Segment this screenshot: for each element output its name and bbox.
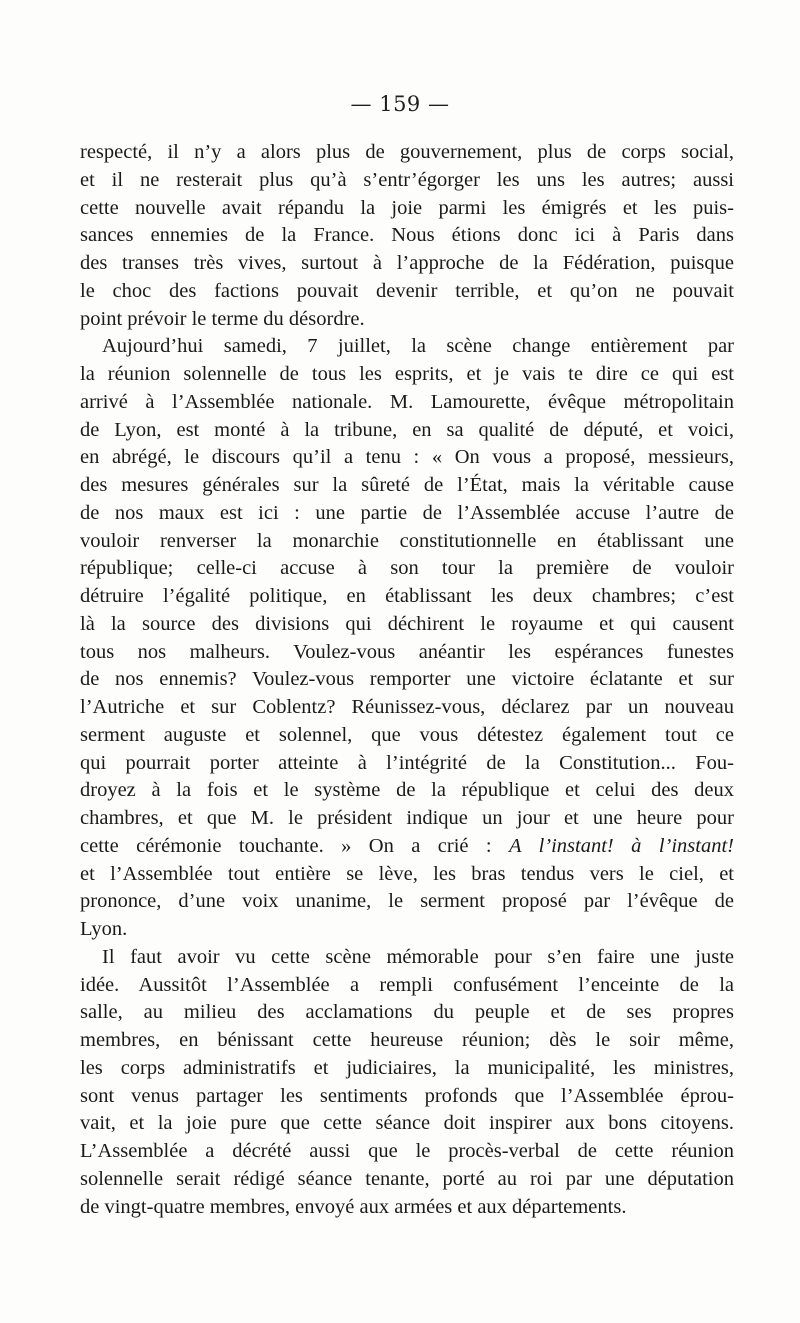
text-line: les corps administratifs et judiciaires, la municipalité, les ministres, xyxy=(80,1056,734,1079)
text-line: sances ennemies de la France. Nous étions donc ici à Paris dans xyxy=(80,224,734,247)
text-line: sont venus partager les sentiments profonds que l’Assemblée éprou- xyxy=(80,1084,734,1107)
text-line: vouloir renverser la monarchie constitutionnelle en établissant une xyxy=(80,529,734,552)
text-line: de nos ennemis? Voulez-vous remporter une victoire éclatante et sur xyxy=(80,668,734,691)
text-line: Lyon. xyxy=(80,918,128,940)
text-line: membres, en bénissant cette heureuse réunion; dès le soir même, xyxy=(80,1029,734,1051)
text-line: solennelle serait rédigé séance tenante, porté au roi par une députation xyxy=(80,1167,734,1190)
text-line: des transes très vives, surtout à l’approche de la Fédération, puisque xyxy=(80,252,734,274)
text-line: point prévoir le terme du désordre. xyxy=(80,307,365,330)
text-line: de vingt-quatre membres, envoyé aux armées et aux départements. xyxy=(80,1195,627,1218)
text-line: la réunion solennelle de tous les esprits, et je vais te dire ce qui est xyxy=(80,363,734,385)
paragraph-p3 xyxy=(80,944,734,1222)
text-line: serment auguste et solennel, que vous détestez également tout ce xyxy=(80,723,734,746)
text-line: cette cérémonie touchante. » On a crié : A l’instant! à l’instant! xyxy=(80,834,734,857)
text-line: vait, et la joie pure que cette séance doit inspirer aux bons citoyens. xyxy=(80,1112,734,1135)
text-line: qui pourrait porter atteinte à l’intégrité de la Constitution... Fou- xyxy=(80,751,734,774)
body-text xyxy=(80,139,734,1221)
text-line: Aujourd’hui samedi, 7 juillet, la scène change entièrement par xyxy=(102,335,734,358)
text-line: des mesures générales sur la sûreté de l’État, mais la véritable cause xyxy=(80,474,734,496)
text-line: et il ne resterait plus qu’à s’entr’égorger les uns les autres; aussi xyxy=(80,168,734,191)
text-line: Il faut avoir vu cette scène mémorable pour s’en faire une juste xyxy=(102,945,734,968)
text-line: droyez à la fois et le système de la république et celui des deux xyxy=(80,779,734,802)
text-line: là la source des divisions qui déchirent le royaume et qui causent xyxy=(80,612,734,635)
text-line: L’Assemblée a décrété aussi que le procès-verbal de cette réunion xyxy=(80,1140,734,1162)
text-line: et l’Assemblée tout entière se lève, les bras tendus vers le ciel, et xyxy=(80,862,734,885)
text-line: cette nouvelle avait répandu la joie parmi les émigrés et les puis- xyxy=(80,196,734,219)
text-line: tous nos malheurs. Voulez-vous anéantir les espérances funestes xyxy=(80,640,734,663)
text-line: de Lyon, est monté à la tribune, en sa qualité de député, et voici, xyxy=(80,418,734,441)
text-line: de nos maux est ici : une partie de l’Assemblée accuse l’autre de xyxy=(80,501,734,524)
text-line: détruire l’égalité politique, en établissant les deux chambres; c’est xyxy=(80,585,734,607)
text-line: république; celle-ci accuse à son tour la première de vouloir xyxy=(80,557,734,580)
text-line: arrivé à l’Assemblée nationale. M. Lamourette, évêque métropolitain xyxy=(80,390,734,413)
text-line: le choc des factions pouvait devenir terrible, et qu’on ne pouvait xyxy=(80,279,734,302)
text-line: salle, au milieu des acclamations du peuple et de ses propres xyxy=(80,1001,734,1024)
paragraph-p2 xyxy=(80,333,734,944)
text-line: idée. Aussitôt l’Assemblée a rempli confusément l’enceinte de la xyxy=(80,973,734,996)
text-line: chambres, et que M. le président indique un jour et une heure pour xyxy=(80,807,734,829)
paragraph-p1 xyxy=(80,139,734,333)
text-line: l’Autriche et sur Coblentz? Réunissez-vous, déclarez par un nouveau xyxy=(80,696,734,718)
text-line: en abrégé, le discours qu’il a tenu : « On vous a proposé, messieurs, xyxy=(80,446,734,469)
text-line: prononce, d’une voix unanime, le serment proposé par l’évêque de xyxy=(80,890,734,913)
text-line: respecté, il n’y a alors plus de gouvernement, plus de corps social, xyxy=(80,141,734,163)
page-number: — 159 — xyxy=(350,92,450,116)
